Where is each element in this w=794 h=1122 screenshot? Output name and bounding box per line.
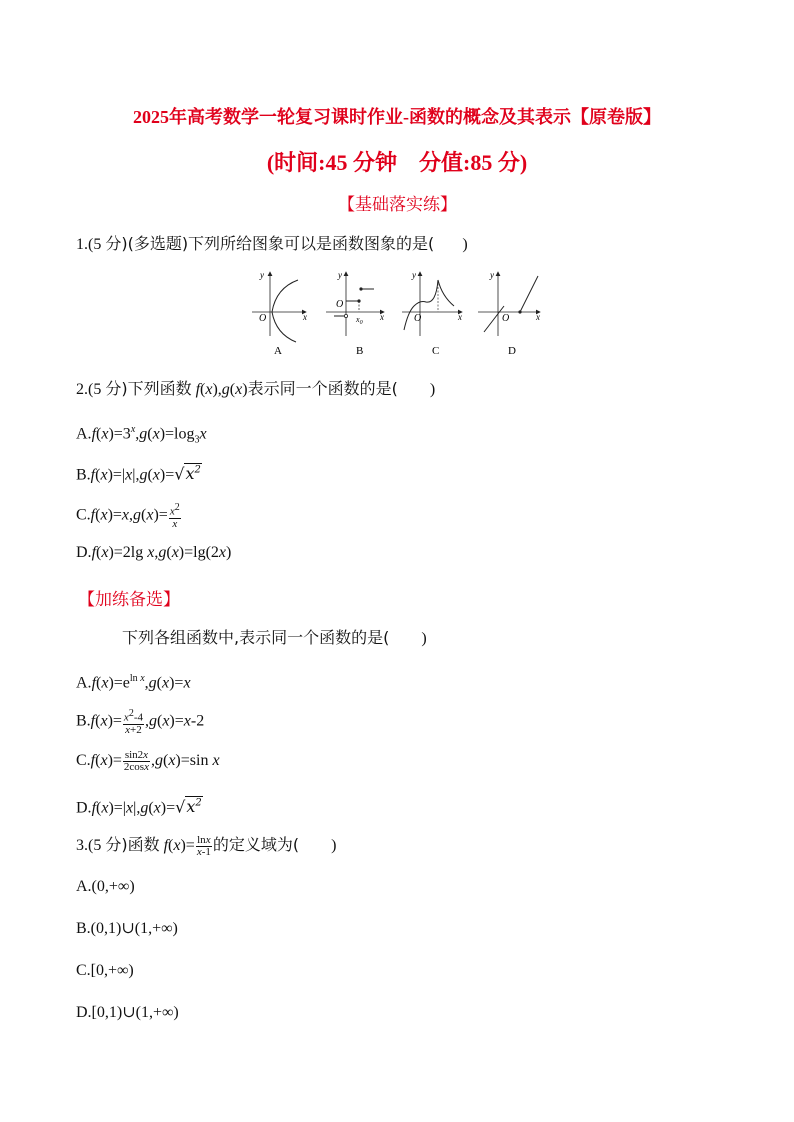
svg-text:x0: $x_0$ <box>356 315 363 326</box>
document-title: 2025年高考数学一轮复习课时作业-函数的概念及其表示【原卷版】 <box>133 107 661 127</box>
extra-option-a: $A.f(x)=e^{ln x},g(x)=x$ <box>76 673 191 692</box>
question-3-option-a: A.(0,+∞) <box>76 878 135 895</box>
svg-text:y: y <box>260 270 264 280</box>
document-subtitle: (时间:45 分钟 分值:85 分) <box>266 150 528 175</box>
extra-option-c: C.f(x)= $\frac{\sin 2x}{2\cos x}$ ,g(x)=sin x <box>76 749 220 773</box>
svg-text:O: O <box>502 313 510 324</box>
extra-option-b: B.f(x)= $\frac{x^2-4}{x+2}$ ,g(x)=x-2 <box>76 708 205 736</box>
question-3-option-d: D.[0,1)∪(1,+∞) <box>76 1004 179 1021</box>
question-2-option-d: D.f(x)=2lg x,g(x)=lg(2x) <box>76 544 232 561</box>
question-1-prompt: 1.(5 分)(多选题)下列所给图象可以是函数图象的是( ) <box>76 234 468 253</box>
graph-label-d: D <box>508 345 516 357</box>
question-3-option-b: B.(0,1)∪(1,+∞) <box>76 920 178 937</box>
question-2-option-b: $B.f(x)=|x|,g(x)=√x^2$ <box>76 464 201 484</box>
svg-text:O: O <box>414 313 422 324</box>
graph-a <box>252 270 307 357</box>
graph-b <box>326 270 384 357</box>
question-2-prompt: 2.(5 分)下列函数 f(x),g(x)表示同一个函数的是( ) <box>76 379 436 398</box>
graph-d <box>478 270 540 357</box>
section-heading-extra: 【加练备选】 <box>78 590 180 610</box>
svg-text:y: y <box>490 270 494 280</box>
graph-c <box>402 270 462 357</box>
svg-text:O: O <box>259 313 267 324</box>
svg-text:x: x <box>380 312 384 322</box>
svg-text:x: x <box>458 312 462 322</box>
extra-question-prompt: 下列各组函数中,表示同一个函数的是( ) <box>122 628 427 647</box>
graph-label-c: C <box>432 345 440 357</box>
svg-text:x: x <box>536 312 540 322</box>
question-1-graphs <box>248 266 548 358</box>
svg-text:x: x <box>303 312 307 322</box>
graph-label-b: B <box>356 345 364 357</box>
svg-text:y: y <box>338 270 342 280</box>
section-heading-basic: 【基础落实练】 <box>338 195 457 215</box>
svg-text:O: O <box>336 299 344 310</box>
extra-option-d: $D.f(x)=|x|,g(x)=√x^2$ <box>76 797 202 817</box>
question-3-option-c: C.[0,+∞) <box>76 962 134 979</box>
svg-text:y: y <box>412 270 416 280</box>
question-3-prompt: 3.(5 分)函数 f(x)= $\frac{\ln x}{x-1}$ 的定义域为( ) <box>76 834 337 858</box>
question-2-option-a: $A.f(x)=3^x,g(x)=\log_3x$ <box>76 424 207 446</box>
graph-label-a: A <box>274 345 282 357</box>
question-2-option-c: C.f(x)=x,g(x)= $\frac{x^2}{x}$ <box>76 502 180 530</box>
